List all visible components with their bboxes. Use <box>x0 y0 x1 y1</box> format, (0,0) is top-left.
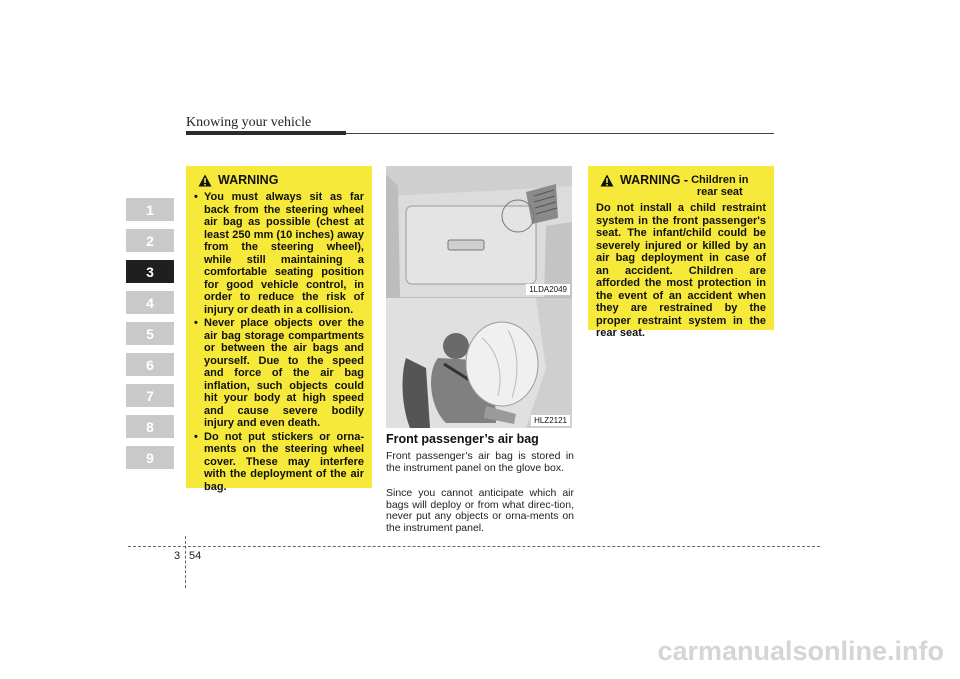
warning-triangle-icon <box>600 174 614 187</box>
section-heading: Front passenger’s air bag <box>386 432 539 446</box>
warning-title: WARNING - <box>620 173 689 187</box>
header-title: Knowing your vehicle <box>186 115 312 130</box>
dashboard-illustration <box>386 166 572 297</box>
body-paragraph: Since you cannot anticipate which air bags will deploy or from what direc-tion, never put any objects or orna-ments on the instrument panel. <box>386 487 574 534</box>
chapter-tab-4[interactable]: 4 <box>126 291 174 314</box>
chapter-tab-8[interactable]: 8 <box>126 415 174 438</box>
chapter-tab-1[interactable]: 1 <box>126 198 174 221</box>
watermark: carmanualsonline.info <box>657 636 944 666</box>
header-rule-thick <box>186 131 346 135</box>
chapter-tab-5[interactable]: 5 <box>126 322 174 345</box>
chapter-tab-9[interactable]: 9 <box>126 446 174 469</box>
airbag-deployment-photo <box>386 297 572 428</box>
warning-text: Do not install a child restraint system in the front passenger's seat. The infant/child could be severely injured or killed by an air bag deployment in case of an accident. Children are afforded the most protection in the event of an accident when they are restrained by the proper restraint system in the rear seat. <box>596 202 766 339</box>
warning-item: • You must always sit as far back from the steering wheel air bag as possible (chest at least 250 mm (10 inches) away from the steering wheel), while still maintaining a comfortable seating position for good vehicle control, in order to reduce the risk of injury or death in a collision. <box>194 191 364 316</box>
photo-code-label: HLZ2121 <box>531 415 570 426</box>
glove-box-photo <box>386 166 572 297</box>
warning-box-airbag-distance <box>186 166 372 493</box>
footer-page-number: 54 <box>189 550 202 562</box>
warning-header <box>596 174 766 198</box>
warning-box-children-rear-seat <box>588 166 774 339</box>
footer-chapter-number: 3 <box>174 550 181 562</box>
chapter-tab-6[interactable]: 6 <box>126 353 174 376</box>
body-paragraph: Front passenger’s air bag is stored in the instrument panel on the glove box. <box>386 450 574 474</box>
chapter-tab-2[interactable]: 2 <box>126 229 174 252</box>
warning-header <box>194 174 364 187</box>
warning-list <box>194 191 364 493</box>
warning-triangle-icon <box>198 174 212 187</box>
chapter-tabs <box>126 198 174 477</box>
warning-subtitle <box>688 174 748 198</box>
airbag-illustration <box>386 298 572 428</box>
warning-item: • Do not put stickers or orna-ments on the steering wheel cover. These may interfere with the deployment of the air bag. <box>194 431 364 494</box>
footer-rule <box>128 546 820 547</box>
header-rule-thin <box>346 133 774 134</box>
photo-code-label: 1LDA2049 <box>526 284 570 295</box>
chapter-tab-3[interactable]: 3 <box>126 260 174 283</box>
warning-item: • Never place objects over the air bag storage compartments or between the air bags and yourself. Due to the speed and force of the air bag inflation, such objects could hit your body at high speed and cause severe bodily injury and even death. <box>194 317 364 430</box>
warning-subtitle-line: rear seat <box>696 186 743 198</box>
footer-divider <box>185 536 186 588</box>
chapter-tab-7[interactable]: 7 <box>126 384 174 407</box>
warning-subtitle-line: Children in <box>691 174 749 186</box>
warning-title: WARNING <box>218 173 279 187</box>
